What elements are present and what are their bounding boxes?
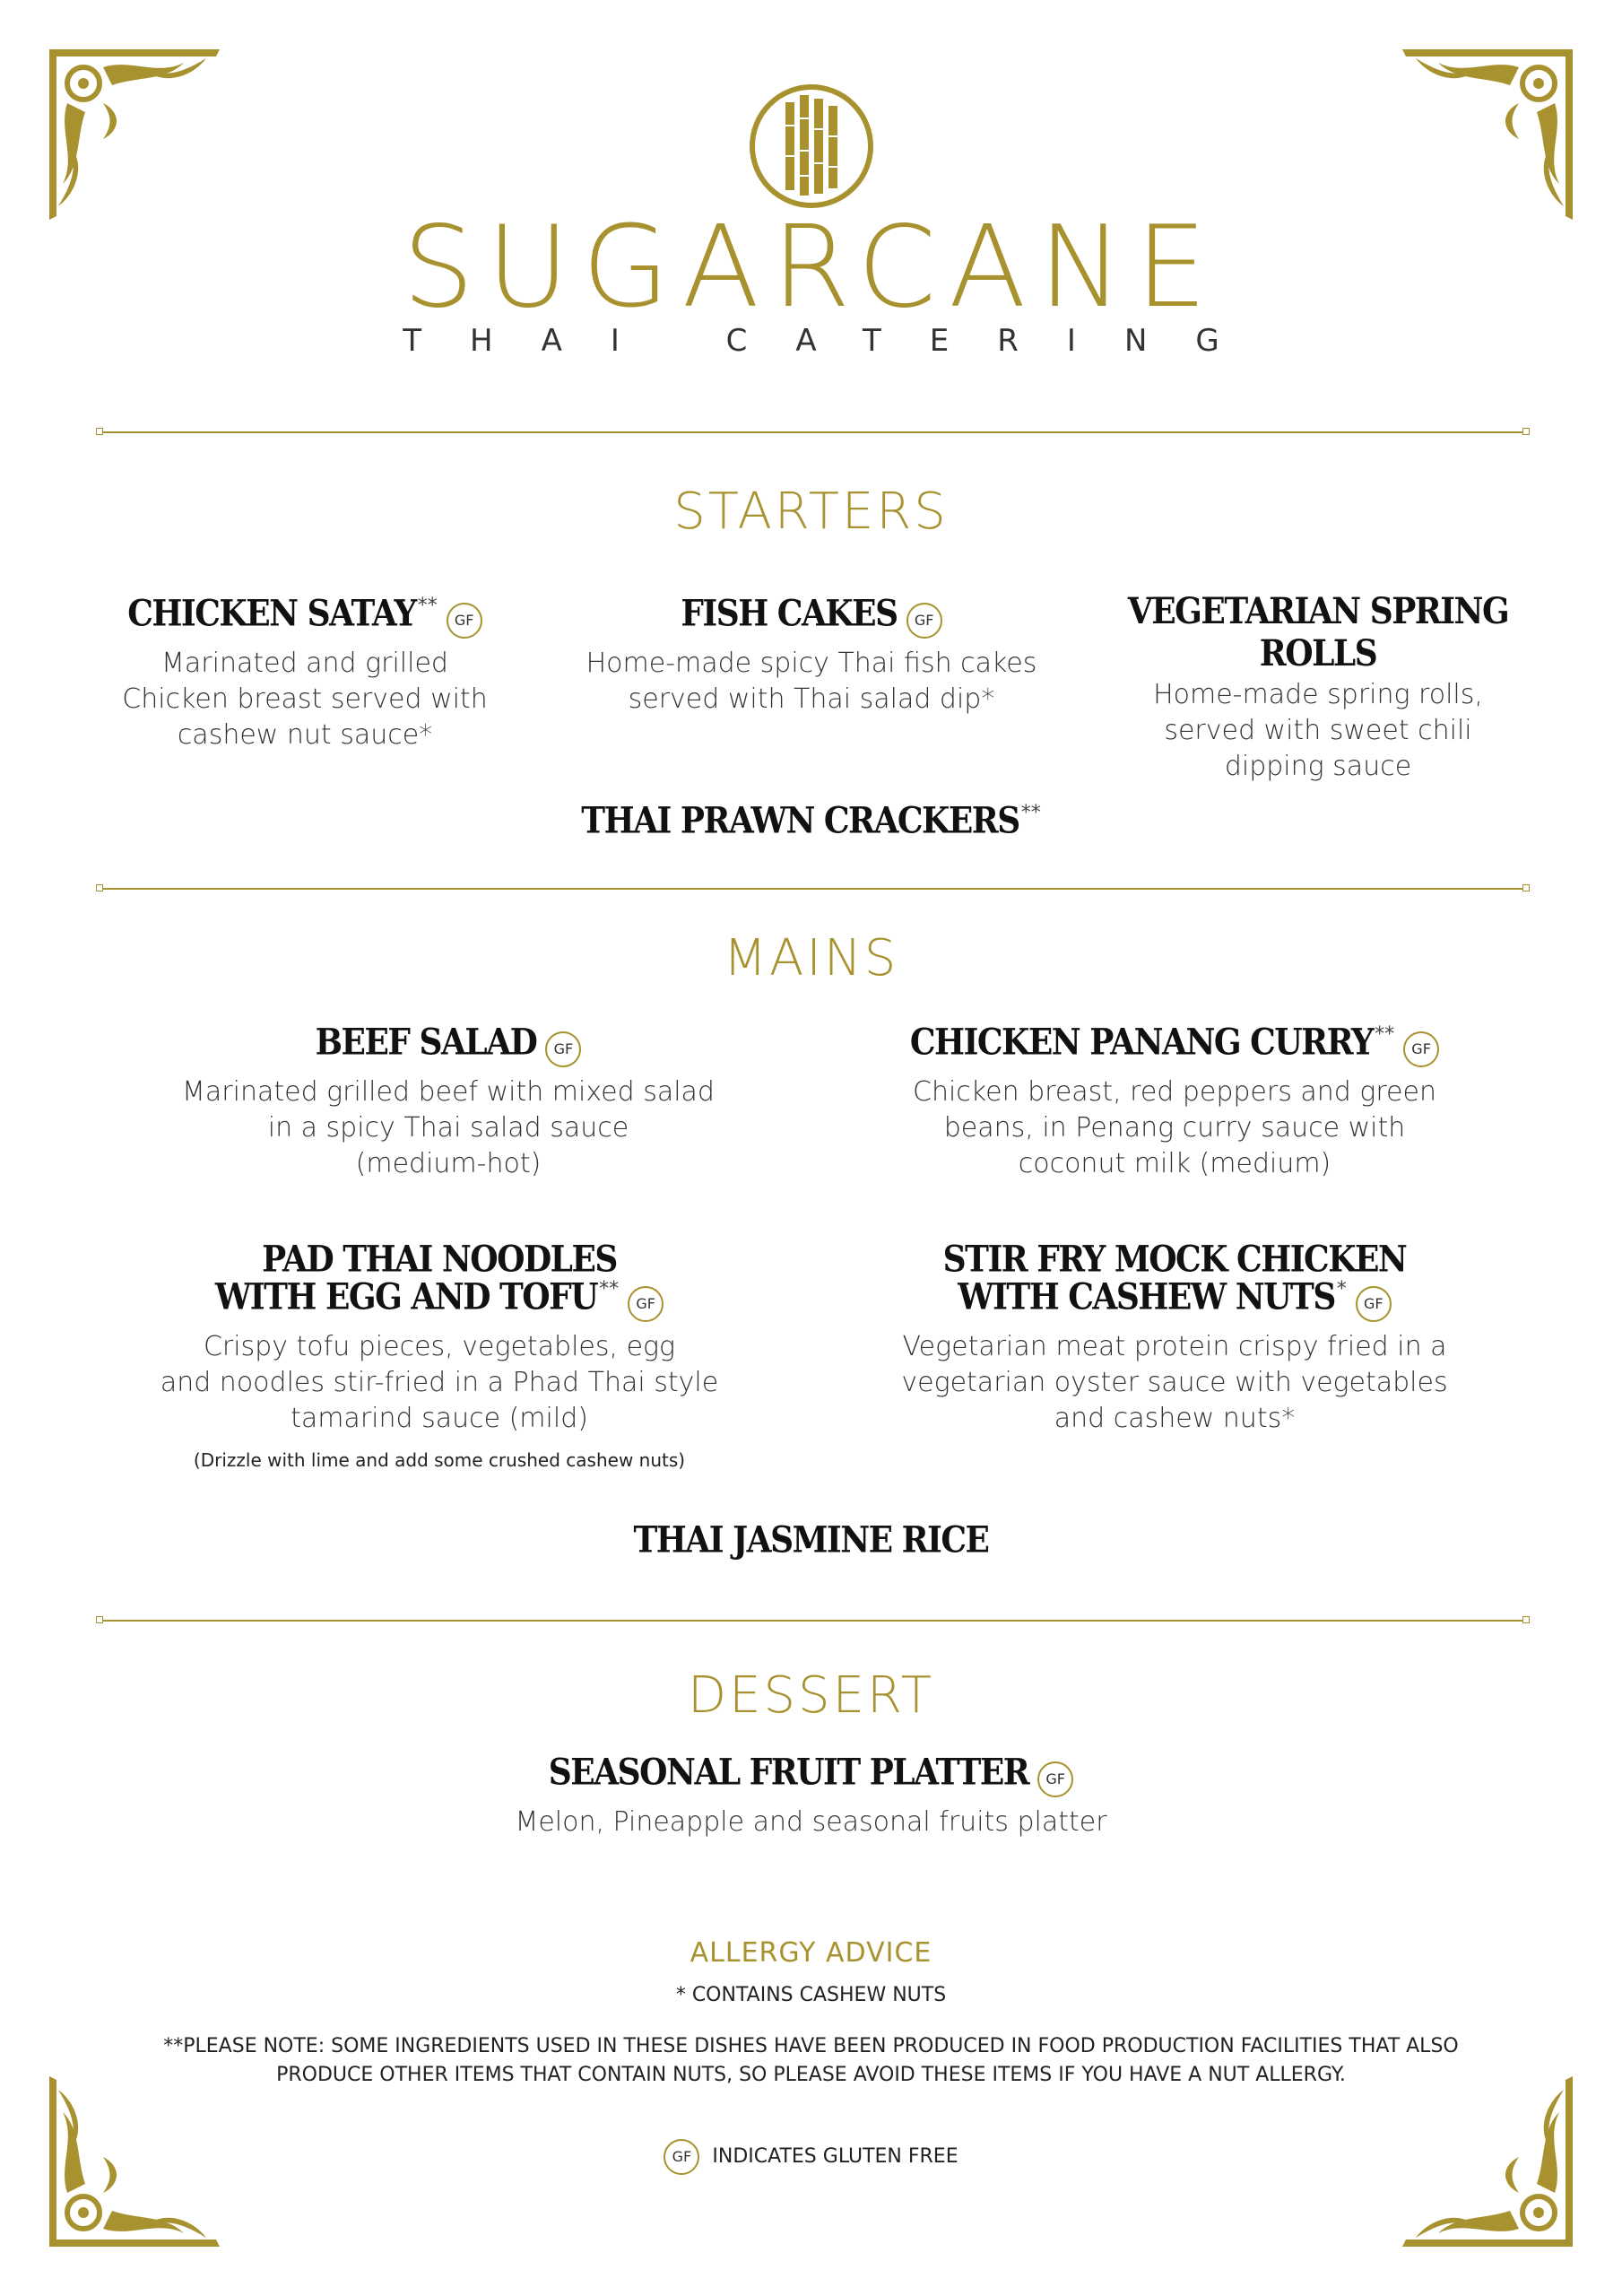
dish-name-line: STIR FRY MOCK CHICKEN [942, 1238, 1407, 1281]
dish-beef-salad [134, 1023, 762, 1182]
allergy-note-line: PRODUCE OTHER ITEMS THAT CONTAIN NUTS, SO PLEASE AVOID THESE ITEMS IF YOU HAVE A NUT ALLERGY. [276, 2064, 1346, 2086]
dish-desc-line: coconut milk (medium) [1018, 1147, 1331, 1179]
gf-badge-icon: GF [664, 2139, 699, 2175]
allergy-note [0, 2032, 1622, 2090]
dish-thai-jasmine-rice [0, 1518, 1622, 1561]
divider-top [100, 431, 1526, 433]
dish-desc-line: Home-made spring rolls, [1153, 679, 1483, 710]
nut-mark: ** [599, 1278, 620, 1300]
dish-note: (Drizzle with lime and add some crushed cashew nuts) [193, 1448, 686, 1471]
gf-badge-icon: GF [906, 603, 942, 639]
corner-ornament-top-right [1393, 49, 1573, 229]
dish-pad-thai-noodles [117, 1240, 762, 1471]
dish-stir-fry-mock-chicken [861, 1240, 1488, 1437]
dish-name-line: WITH CASHEW NUTS [958, 1275, 1335, 1318]
dish-desc-line: beans, in Penang curry sauce with [943, 1111, 1406, 1144]
gf-badge-icon: GF [628, 1286, 664, 1322]
allergy-note-line: **PLEASE NOTE: SOME INGREDIENTS USED IN THESE DISHES HAVE BEEN PRODUCED IN FOOD PRODUCTION FACILITIES THAT ALSO [163, 2035, 1459, 2057]
gf-legend-text: INDICATES GLUTEN FREE [712, 2145, 958, 2168]
gf-badge-icon: GF [1356, 1286, 1392, 1322]
dish-desc-line: Melon, Pineapple and seasonal fruits platter [515, 1805, 1107, 1838]
dish-chicken-panang-curry [861, 1023, 1488, 1182]
dish-desc-line: vegetarian oyster sauce with vegetables [901, 1366, 1448, 1398]
dish-vegetarian-spring-rolls [1094, 589, 1542, 785]
dish-desc-line: Marinated and grilled [161, 647, 448, 679]
dish-name: BEEF SALAD [315, 1021, 537, 1064]
dish-name: THAI JASMINE RICE [633, 1518, 989, 1561]
dish-desc-line: served with sweet chili [1164, 715, 1472, 746]
divider-mains-dessert [100, 1620, 1526, 1622]
dish-name-line: PAD THAI NOODLES [262, 1238, 617, 1281]
gf-badge-icon: GF [447, 603, 482, 639]
dish-name: SEASONAL FRUIT PLATTER [548, 1751, 1029, 1794]
gf-legend [0, 2139, 1622, 2175]
dish-chicken-satay [90, 592, 520, 753]
dish-desc-line: served with Thai salad dip* [628, 683, 995, 715]
dish-desc-line: Home-made spicy Thai fish cakes [585, 647, 1037, 679]
dish-desc-line: and cashew nuts* [1054, 1402, 1296, 1434]
gf-badge-icon: GF [545, 1031, 581, 1067]
nut-mark: ** [417, 595, 438, 617]
brand-name: SUGARCANE [402, 201, 1220, 333]
nut-mark: ** [1020, 802, 1041, 824]
dish-desc-line: dipping sauce [1224, 751, 1412, 782]
dish-desc-line: and noodles stir-fried in a Phad Thai style [160, 1366, 719, 1398]
dish-desc-line: Chicken breast, red peppers and green [913, 1075, 1436, 1108]
dish-desc-line: cashew nut sauce* [177, 718, 433, 751]
dish-desc-line: Crispy tofu pieces, vegetables, egg [203, 1330, 676, 1362]
dish-name: CHICKEN PANANG CURRY [909, 1021, 1374, 1064]
nut-mark: * [1336, 1278, 1347, 1300]
divider-starters-mains [100, 888, 1526, 890]
dish-name: THAI PRAWN CRACKERS [581, 799, 1019, 842]
dish-desc-line: (medium-hot) [355, 1147, 542, 1179]
allergy-cashew: * CONTAINS CASHEW NUTS [675, 1984, 947, 2006]
gf-badge-icon: GF [1403, 1031, 1439, 1067]
section-title-starters: STARTERS [673, 483, 949, 541]
dish-desc-line: in a spicy Thai salad sauce [267, 1111, 629, 1144]
gf-badge-icon: GF [1037, 1761, 1073, 1797]
dish-seasonal-fruit-platter [0, 1753, 1622, 1840]
corner-ornament-top-left [49, 49, 229, 229]
dish-name: FISH CAKES [681, 592, 898, 635]
dish-name: VEGETARIAN SPRING ROLLS [1127, 589, 1509, 675]
dish-desc-line: Marinated grilled beef with mixed salad [182, 1075, 715, 1108]
dish-desc-line: Chicken breast served with [122, 683, 488, 715]
allergy-title: ALLERGY ADVICE [690, 1937, 932, 1969]
brand-tagline: THAI CATERING [403, 323, 1268, 359]
nut-mark: ** [1375, 1023, 1395, 1046]
sugarcane-logo-icon [748, 83, 875, 210]
dish-name: CHICKEN SATAY [127, 592, 416, 635]
dish-desc-line: tamarind sauce (mild) [291, 1402, 588, 1434]
dish-desc-line: Vegetarian meat protein crispy fried in a [902, 1330, 1447, 1362]
dish-fish-cakes [565, 592, 1058, 718]
section-title-mains: MAINS [723, 929, 899, 987]
dish-name-line: WITH EGG AND TOFU [214, 1275, 598, 1318]
dish-thai-prawn-crackers [0, 799, 1622, 842]
section-title-dessert: DESSERT [687, 1666, 935, 1725]
